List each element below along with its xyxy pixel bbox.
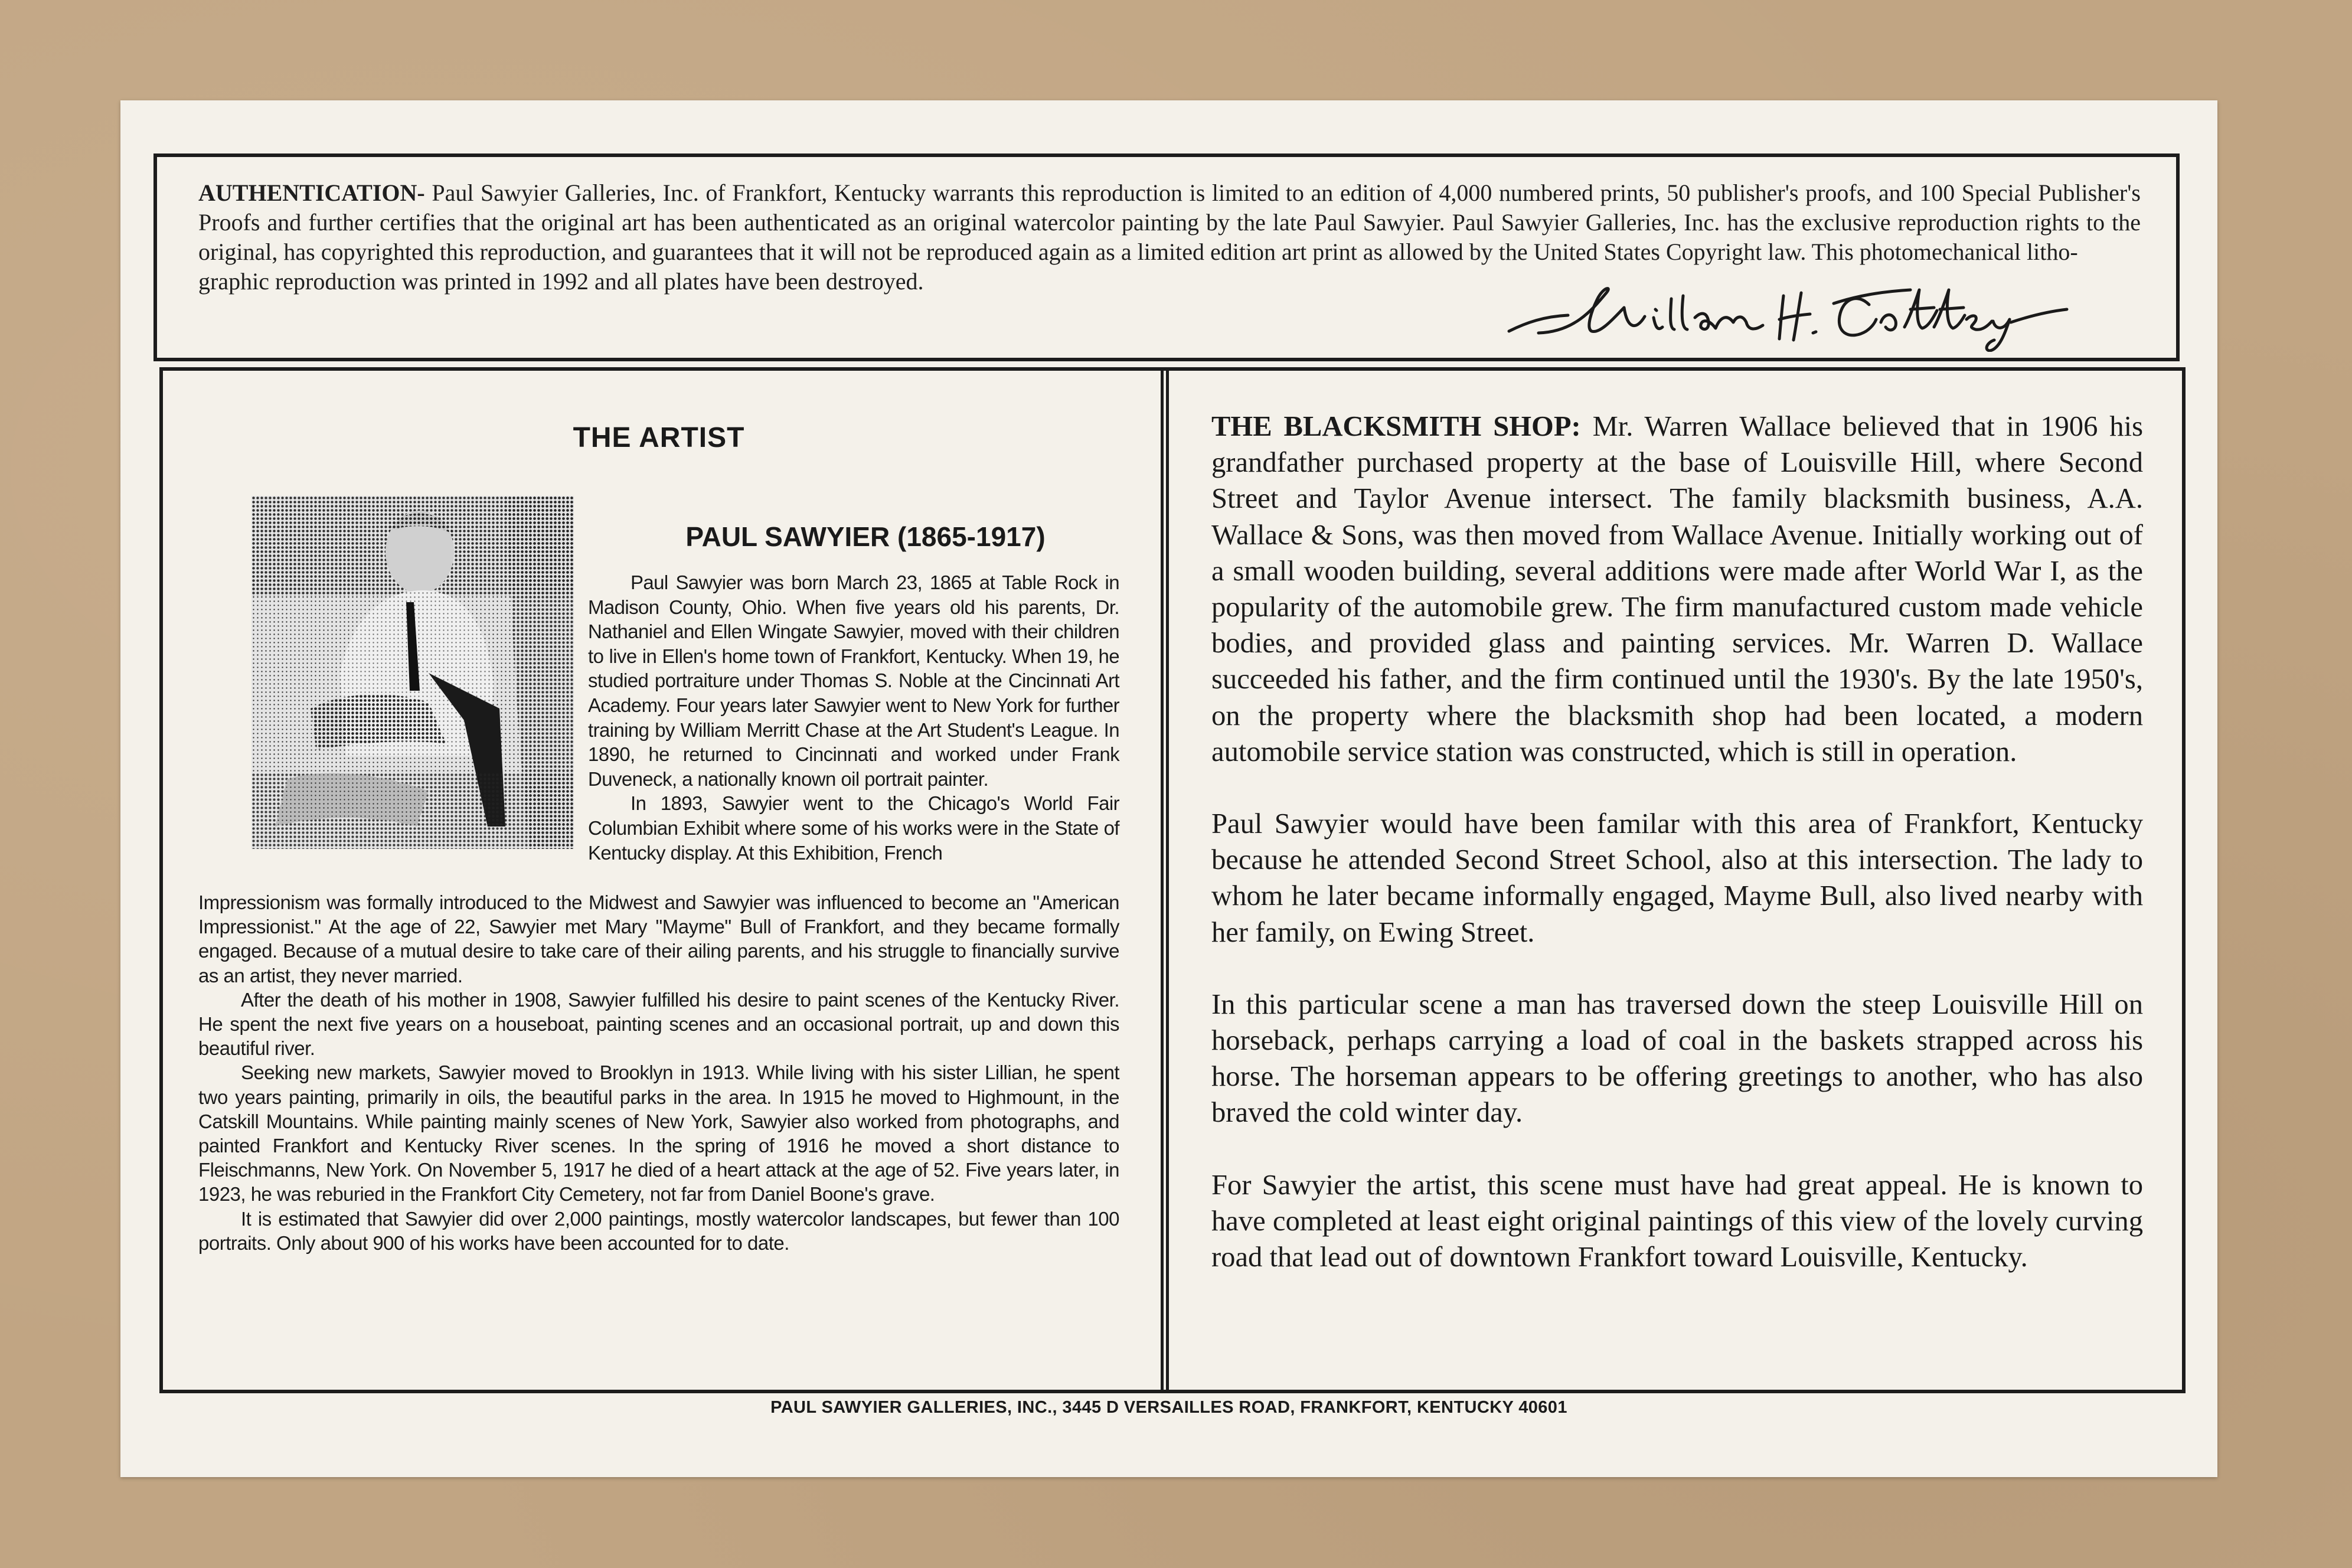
artist-heading: THE ARTIST	[573, 422, 745, 453]
blacksmith-paragraph: Paul Sawyier would have been familar with this area of Frankfort, Kentucky because he attended Second Street School, also at this intersection. The lady to whom he later became informally engaged, Mayme Bull, also lived nearby with her family, on Ewing Street.	[1211, 808, 2143, 948]
footer-address: PAUL SAWYIER GALLERIES, INC., 3445 D VERSAILLES ROAD, FRANKFORT, KENTUCKY 40601	[770, 1398, 1567, 1417]
bio-paragraph: Paul Sawyier was born March 23, 1865 at Table Rock in Madison County, Ohio. When five years old his parents, Dr. Nathaniel and Ellen Wingate Sawyier, moved with their children to live in Ellen's home town of Frankfort, Kentucky. When 19, he studied portraiture under Thomas S. Noble at the Cincinnati Art Academy. Four years later Sawyier went to New York for further training by William Merritt Chase at the Art Student's League. In 1890, he returned to Cincinnati and worked under Frank Duveneck, a nationally known oil portrait painter.	[588, 571, 1119, 790]
halftone-artist-image	[251, 496, 574, 849]
authentication-body-end: graphic reproduction was printed in 1992 and all plates have been destroyed.	[198, 268, 924, 295]
artist-name: PAUL SAWYIER (1865-1917)	[685, 521, 1046, 552]
bio-paragraph: Impressionism was formally introduced to the Midwest and Sawyier was influenced to become an "American Impressionist." At the age of 22, Sawyier met Mary "Mayme" Bull of Frankfort, and they became formally engaged. Because of a mutual desire to take care of their ailing parents, and his struggle to financially survive as an artist, they never married.	[198, 891, 1119, 986]
artist-bio-continued	[198, 890, 1119, 1255]
column-divider	[1161, 371, 1169, 1390]
bio-paragraph: Seeking new markets, Sawyier moved to Brooklyn in 1913. While living with his sister Lillian, he spent two years painting, primarily in oils, the beautiful parks in the area. In 1915 he moved to Highmount, in the Catskill Mountains. While painting mainly scenes of New York, Sawyier also worked from photographs, and painted Frankfort and Kentucky River scenes. In the spring of 1916 he moved a short distance to Fleischmanns, New York. On November 5, 1917 he died of a heart attack at the age of 52. Five years later, in 1923, he was reburied in the Frankfort City Cemetery, not far from Daniel Boone's grave.	[198, 1061, 1119, 1206]
blacksmith-shop-column	[1211, 409, 2143, 1311]
authentication-box	[153, 153, 2180, 361]
blacksmith-title: THE BLACKSMITH SHOP:	[1211, 410, 1581, 442]
artist-bio-intro	[588, 570, 1119, 865]
blacksmith-paragraph: For Sawyier the artist, this scene must have had great appeal. He is known to have completed at least eight original paintings of this view of the lovely curving road that lead out of downtown Frankfort toward Louisville, Kentucky.	[1211, 1168, 2143, 1273]
blacksmith-paragraph	[1211, 409, 2143, 770]
authentication-label: AUTHENTICATION-	[198, 179, 425, 206]
signature-william-h-coffey	[1503, 275, 2070, 352]
blacksmith-paragraph: In this particular scene a man has traversed down the steep Louisville Hill on horseback, perhaps carrying a load of coal in the baskets strapped across his horse. The horseman appears to be offering greetings to another, who has also braved the cold winter day.	[1211, 988, 2143, 1129]
artist-column	[198, 371, 1119, 1390]
artist-photo	[251, 496, 574, 849]
authentication-body: Paul Sawyier Galleries, Inc. of Frankfort, Kentucky warrants this reproduction is limited to an edition of 4,000 numbered prints, 50 publisher's proofs, and 100 Special Publisher's Proofs and further certifies that the original art has been authenticated as an original watercolor painting by the late Paul Sawyier. Paul Sawyier Galleries, Inc. has the exclusive reproduction rights to the original, has copyrighted this reproduction, and guarantees that it will not be reproduced again as a limited edition art print as allowed by the United States Copyright law. This photomechanical litho-	[198, 179, 2141, 265]
bio-paragraph: It is estimated that Sawyier did over 2,000 paintings, mostly watercolor landscapes, but fewer than 100 portraits. Only about 900 of his works have been accounted for to date.	[198, 1207, 1119, 1254]
main-content-box	[159, 367, 2186, 1393]
blacksmith-paragraph-text: Mr. Warren Wallace believed that in 1906 his grandfather purchased property at the base of Louisville Hill, where Second Street and Taylor Avenue intersect. The family blacksmith business, A.A. Wallace & Sons, was then moved from Wallace Avenue. Initially working out of a small wooden building, several additions were made after World War I, as the popularity of the automobile grew. The firm manufactured custom made vehicle bodies, and provided glass and painting services. Mr. Warren D. Wallace succeeded his father, and the firm continued until the 1930's. By the late 1950's, on the property where the blacksmith shop had been located, a modern automobile service station was constructed, which is still in operation.	[1211, 410, 2143, 767]
bio-paragraph: After the death of his mother in 1908, Sawyier fulfilled his desire to paint scenes of the Kentucky River. He spent the next five years on a houseboat, painting scenes and an occasional portrait, up and down this beautiful river.	[198, 988, 1119, 1060]
certificate-card	[120, 100, 2217, 1477]
bio-paragraph: In 1893, Sawyier went to the Chicago's World Fair Columbian Exhibit where some of his works were in the State of Kentucky display. At this Exhibition, French	[588, 792, 1119, 864]
